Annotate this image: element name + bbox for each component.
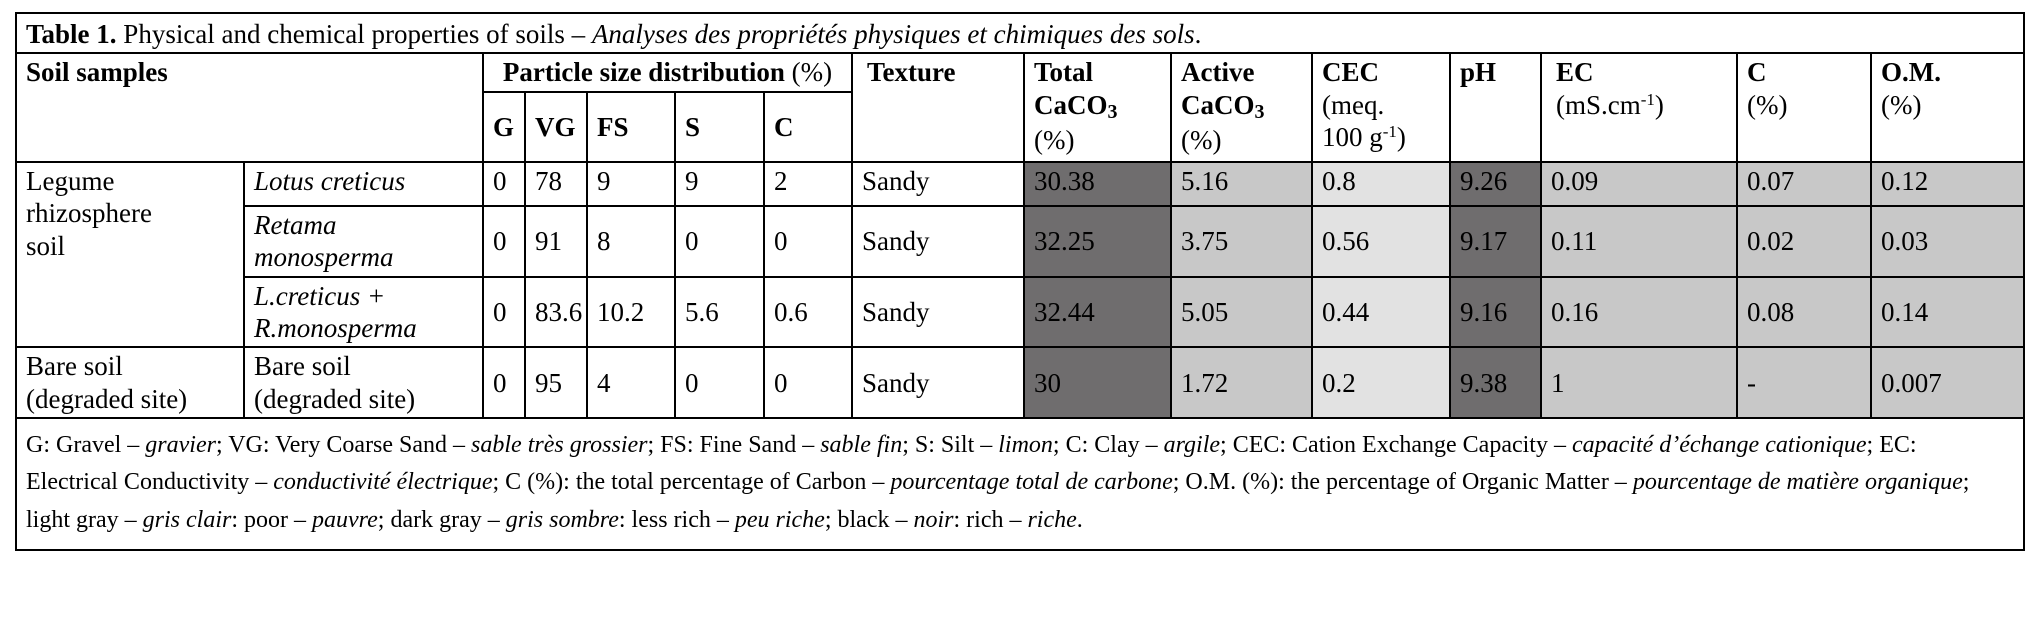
legend-french-term: pourcentage total de carbone [890,469,1173,496]
legend-row [16,418,2024,550]
cell-ec: 1 [1541,347,1737,418]
cell-texture: Sandy [852,347,1024,418]
caption-english: Physical and chemical properties of soils – [116,19,592,49]
header-total-caco3-line2: CaCO [1034,89,1108,120]
legend-text: : less rich – [618,506,735,533]
group-legume [16,162,244,348]
cell-texture: Sandy [852,162,1024,206]
legend-french-term: gris clair [142,506,232,533]
cell-om: 0.12 [1871,162,2024,206]
legend-french-term: pourcentage de matière organique [1632,469,1963,496]
legend-french-term: sable très grossier [471,432,648,459]
legend-french-term: conductivité électrique [273,469,493,496]
cell-cec: 0.2 [1312,347,1450,418]
cell-cec: 0.56 [1312,206,1450,277]
legend-french-term: argile [1163,432,1221,459]
header-total-caco3-line1: Total [1034,57,1094,88]
legend-french-term: peu riche [734,506,825,533]
soil-properties-table [15,12,2025,551]
legend-text: : rich – [953,506,1028,533]
header-om [1871,53,2024,161]
cell-texture: Sandy [852,277,1024,348]
cell-fs: 4 [587,347,675,418]
group-legume-line2: rhizosphere [26,198,152,229]
cell-active-caco3: 1.72 [1171,347,1312,418]
table-row [16,347,2024,418]
table-legend [16,418,2024,550]
header-ec [1541,53,1737,161]
caption-end: . [1194,19,1202,49]
header-om-label: O.M. [1881,57,1941,88]
cell-ec: 0.09 [1541,162,1737,206]
legend-text: ; CEC: Cation Exchange Capacity – [1220,432,1572,459]
header-active-caco3-line1: Active [1181,57,1255,88]
cell-om: 0.007 [1871,347,2024,418]
group-bare-soil: Bare soil (degraded site) [16,347,244,418]
header-particle-size-unit: (%) [791,57,833,88]
legend-text: ; C: Clay – [1052,432,1164,459]
header-carbon [1737,53,1871,161]
cell-ph: 9.26 [1450,162,1541,206]
legend-text: ; dark gray – [377,506,506,533]
cell-total-caco3: 30 [1024,347,1171,418]
caption-row [16,13,2024,53]
cell-ph: 9.17 [1450,206,1541,277]
legend-french-term: gris sombre [505,506,619,533]
legend-text: : poor – [231,506,313,533]
cell-total-caco3: 32.44 [1024,277,1171,348]
cell-vg: 78 [525,162,587,206]
table-row [16,277,2024,348]
legend-text: ; light gray – [26,469,1970,533]
header-g: G [483,92,525,162]
cell-cec: 0.44 [1312,277,1450,348]
legend-text: ; C (%): the total percentage of Carbon – [492,469,891,496]
cell-total-caco3: 30.38 [1024,162,1171,206]
table-row [16,162,2024,206]
header-active-caco3-unit: (%) [1181,124,1222,155]
header-total-caco3-sub: 3 [1107,100,1118,123]
header-particle-size [483,53,852,91]
header-soil-samples: Soil samples [16,53,483,161]
legend-text: ; S: Silt – [902,432,999,459]
cell-s: 0 [675,206,764,277]
sample-name: Retama monosperma [244,206,483,277]
group-legume-line1: Legume [26,165,115,196]
cell-vg: 95 [525,347,587,418]
cell-s: 0 [675,347,764,418]
cell-ec: 0.11 [1541,206,1737,277]
header-carbon-unit: (%) [1747,89,1788,120]
legend-text: G: Gravel – [26,432,146,459]
cell-c: 2 [764,162,852,206]
cell-fs: 8 [587,206,675,277]
cell-s: 5.6 [675,277,764,348]
table-row [16,206,2024,277]
legend-text: ; FS: Fine Sand – [647,432,821,459]
header-active-caco3-sub: 3 [1254,100,1265,123]
header-cec [1312,53,1450,161]
cell-s: 9 [675,162,764,206]
header-cec-unit-line2: 100 $g^{-1}$) [1322,122,1406,153]
cell-ph: 9.16 [1450,277,1541,348]
header-cec-unit-line1: (meq. [1322,89,1385,120]
cell-g: 0 [483,347,525,418]
cell-carbon: 0.02 [1737,206,1871,277]
caption-french: Analyses des propriétés physiques et chimiques des sols [591,19,1195,49]
sample-name: Bare soil (degraded site) [244,347,483,418]
cell-ph: 9.38 [1450,347,1541,418]
header-active-caco3-line2: CaCO [1181,89,1255,120]
sample-name: Lotus creticus [244,162,483,206]
legend-french-term: pauvre [312,506,378,533]
cell-c: 0.6 [764,277,852,348]
cell-g: 0 [483,162,525,206]
cell-ec: 0.16 [1541,277,1737,348]
header-total-caco3 [1024,53,1171,161]
header-active-caco3 [1171,53,1312,161]
caption-label: Table 1. [26,19,117,49]
cell-carbon: 0.07 [1737,162,1871,206]
header-s: S [675,92,764,162]
cell-fs: 9 [587,162,675,206]
header-texture: Texture [852,53,1024,161]
cell-carbon: 0.08 [1737,277,1871,348]
cell-carbon: - [1737,347,1871,418]
cell-total-caco3: 32.25 [1024,206,1171,277]
legend-french-term: noir [913,506,954,533]
cell-active-caco3: 3.75 [1171,206,1312,277]
group-legume-line3: soil [26,230,66,261]
cell-om: 0.14 [1871,277,2024,348]
cell-c: 0 [764,206,852,277]
cell-cec: 0.8 [1312,162,1450,206]
header-particle-size-label: Particle size distribution [502,57,792,88]
legend-french-term: limon [998,432,1053,459]
header-ec-unit: $(mS.cm^{-1})$ [1556,89,1664,120]
header-cec-label: CEC [1322,57,1380,88]
legend-text: ; VG: Very Coarse Sand – [215,432,472,459]
cell-vg: 91 [525,206,587,277]
header-total-caco3-unit: (%) [1034,124,1075,155]
cell-om: 0.03 [1871,206,2024,277]
legend-french-term: sable fin [820,432,903,459]
header-carbon-label: C [1747,57,1767,88]
legend-french-term: riche [1027,506,1077,533]
cell-fs: 10.2 [587,277,675,348]
cell-active-caco3: 5.16 [1171,162,1312,206]
legend-french-term: capacité d’échange cationique [1571,432,1867,459]
header-c: C [764,92,852,162]
table-container [15,12,2023,551]
legend-french-term: gravier [145,432,216,459]
cell-c: 0 [764,347,852,418]
sample-name: L.creticus + R.monosperma [244,277,483,348]
header-row-1 [16,53,2024,91]
header-ph: pH [1450,53,1541,161]
table-caption [16,13,2024,53]
cell-vg: 83.6 [525,277,587,348]
header-om-unit: (%) [1881,89,1922,120]
header-vg: VG [525,92,587,162]
cell-g: 0 [483,277,525,348]
legend-text: ; EC: Electrical Conductivity – [26,432,1917,496]
cell-g: 0 [483,206,525,277]
header-fs: FS [587,92,675,162]
legend-text: ; O.M. (%): the percentage of Organic Matter – [1172,469,1633,496]
cell-texture: Sandy [852,206,1024,277]
cell-active-caco3: 5.05 [1171,277,1312,348]
legend-text: ; black – [824,506,914,533]
header-ec-label: EC [1556,57,1594,88]
legend-text: . [1076,506,1083,533]
